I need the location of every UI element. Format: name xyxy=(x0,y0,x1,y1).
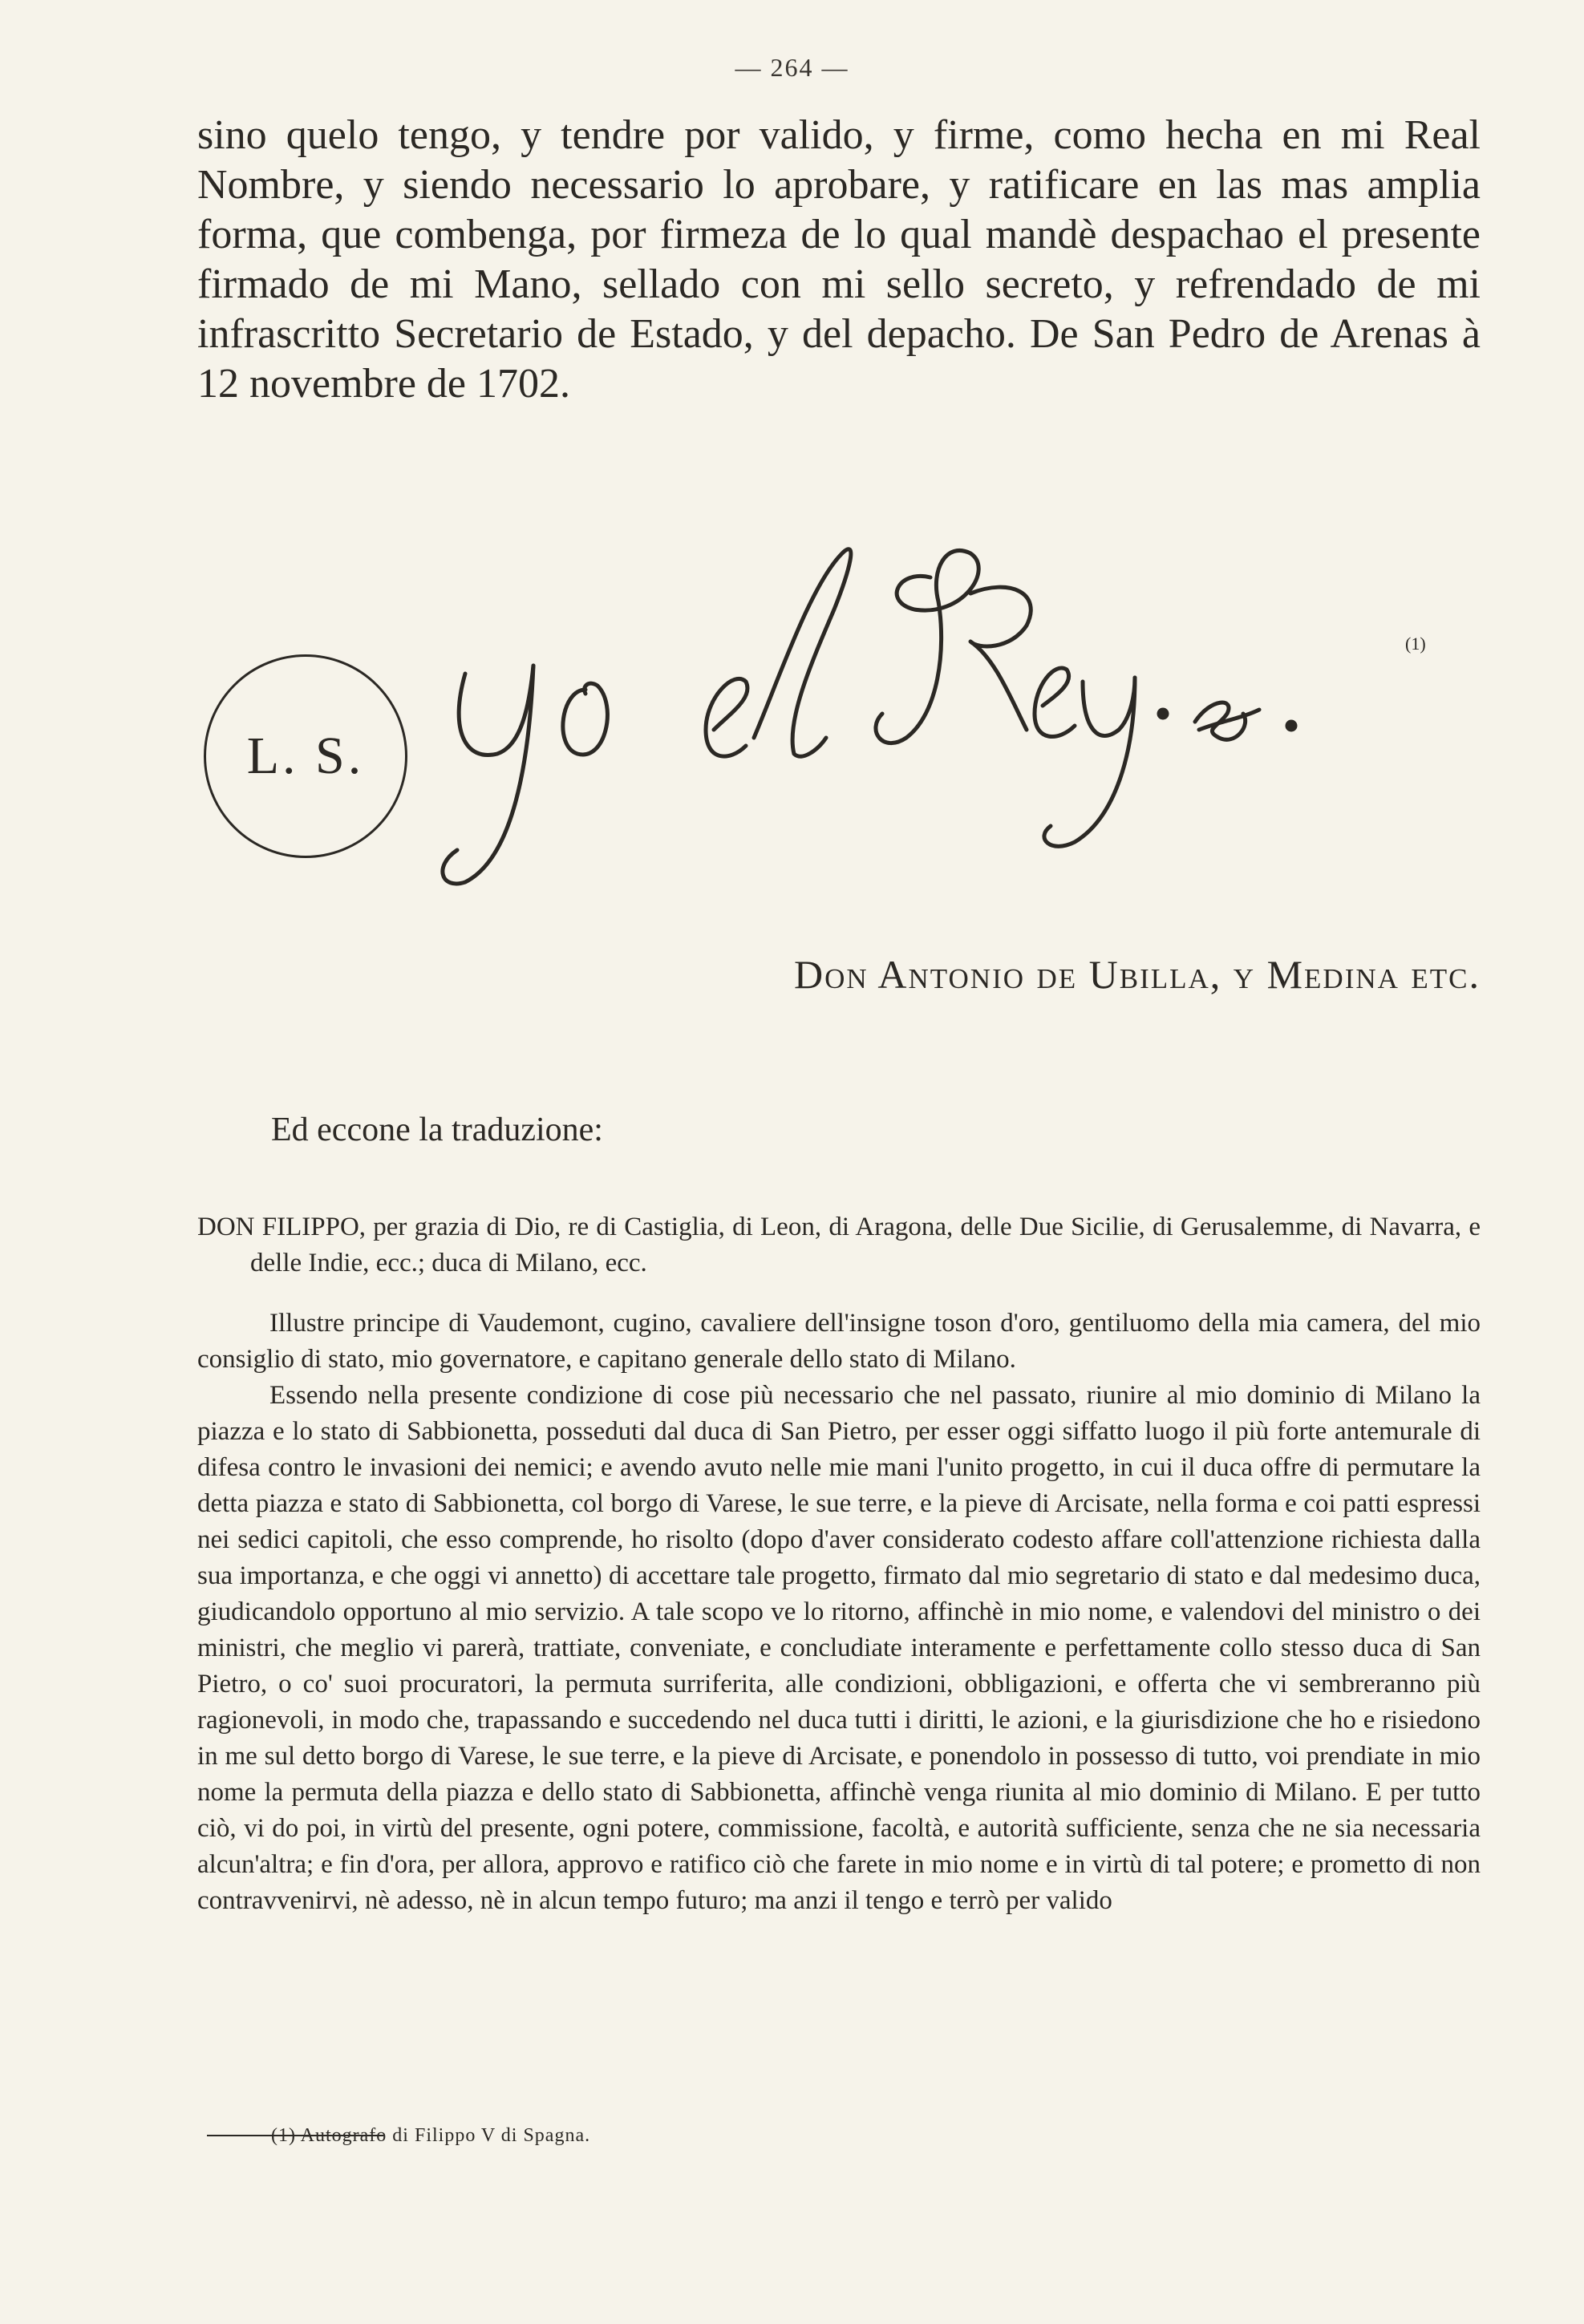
signature-yo-el-rey xyxy=(417,521,1412,890)
page-number: — 264 — xyxy=(735,53,849,82)
footnote: (1) Autografo di Filippo V di Spagna. xyxy=(271,2125,591,2146)
translation-block xyxy=(197,1209,1481,1919)
translation-heading: DON FILIPPO, per grazia di Dio, re di Castiglia, di Leon, di Aragona, delle Due Sicilie, di Gerusalemme, di Navarra, e delle Indie, ecc.; duca di Milano, ecc. xyxy=(197,1213,1481,1277)
translation-intro: Ed eccone la traduzione: xyxy=(271,1111,603,1148)
footnote-marker: (1) xyxy=(1405,634,1426,654)
translation-paragraph-1: Illustre principe di Vaudemont, cugino, cavaliere dell'insigne toson d'oro, gentiluomo della mia camera, del mio consiglio di stato, mio governatore, e capitano generale dello stato di Milano. xyxy=(197,1309,1481,1374)
seal-text: L. S. xyxy=(246,727,365,785)
signer-name: Don Antonio de Ubilla, y Medina etc. xyxy=(793,952,1481,997)
seal-circle xyxy=(204,654,407,858)
translation-paragraph-2: Essendo nella presente condizione di cose più necessario che nel passato, riunire al mio dominio di Milano la piazza e lo stato di Sabbionetta, posseduti dal duca di San Pietro, per esser oggi siffatto luogo il più forte antemurale di difesa contro le invasioni dei nemici; e avendo avuto nelle mie mani l'unito progetto, in cui il duca offre di permutare la detta piazza e stato di Sabbionetta, col borgo di Varese, le sue terre, e la pieve di Arcisate, nella forma e coi patti espressi nei sedici capitoli, che esso comprende, ho risolto (dopo d'aver considerato codesto affare coll'attenzione richiesta dalla sua importanza, e che oggi vi annetto) di accettare tale progetto, firmato dal mio segretario di stato e dal medesimo duca, giudicandolo opportuno al mio servizio. A tale scopo ve lo ritorno, affinchè in mio nome, e valendovi del ministro o dei ministri, che meglio vi parerà, trattiate, conveniate, e concludiate interamente e perfettamente collo stesso duca di San Pietro, o co' suoi procuratori, la permuta surriferita, alle condizioni, obbligazioni, e offerta che vi sembreranno più ragionevoli, in modo che, trapassando e succedendo nel duca tutti i diritti, le azioni, e la giurisdizione che ho e risiedono in me sul detto borgo di Varese, le sue terre, e la pieve di Arcisate, e ponendolo in possesso di tutto, voi prendiate in mio nome la permuta della piazza e dello stato di Sabbionetta, affinchè venga riunita al mio dominio di Milano. E per tutto ciò, vi do poi, in virtù del presente, ogni potere, commissione, facoltà, e autorità sufficiente, senza che ne sia necessaria alcun'altra; e fin d'ora, per allora, approvo e ratifico ciò che farete in mio nome e in virtù di tal potere; e prometto di non contravvenirvi, nè adesso, nè in alcun tempo futuro; ma anzi il tengo e terrò per valido xyxy=(197,1381,1481,1915)
spanish-text-block: sino quelo tengo, y tendre por valido, y firme, como hecha en mi Real Nombre, y siendo necessario lo aprobare, y ratificare en las mas amplia forma, que combenga, por firmeza de lo qual mandè despachao el presente firmado de mi Mano, sellado con mi sello secreto, y refrendado de mi infrascritto Secretario de Estado, y del depacho. De San Pedro de Arenas à 12 novembre de 1702. xyxy=(197,112,1481,407)
